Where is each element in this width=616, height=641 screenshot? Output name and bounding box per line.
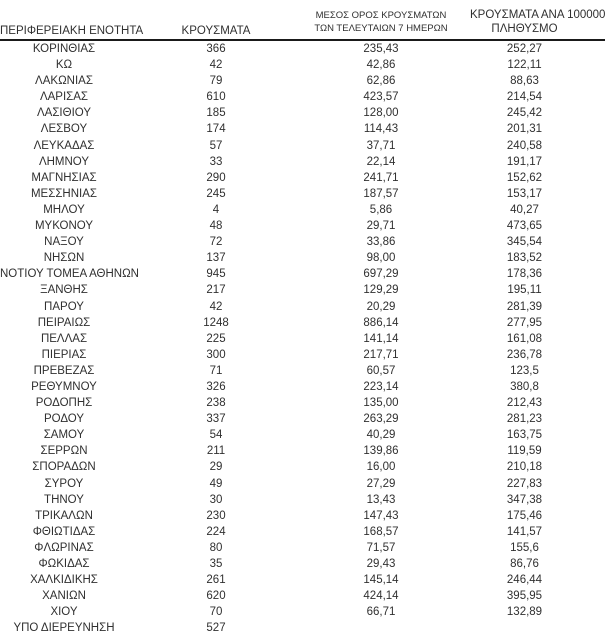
cell-cases: 211 [206, 445, 226, 458]
cell-per-100k: 281,39 [506, 300, 543, 313]
cell-regional-unit: ΠΕΛΛΑΣ [40, 332, 88, 345]
cell-per-100k: 380,8 [510, 380, 539, 393]
cell-cases: 527 [206, 622, 226, 635]
cell-avg-7day: 145,14 [363, 574, 399, 587]
cell-avg-7day: 423,57 [363, 91, 399, 104]
table-row [0, 202, 605, 218]
cell-per-100k: 246,44 [506, 574, 543, 587]
cell-cases: 261 [206, 574, 226, 587]
table-row [0, 411, 605, 427]
cell-avg-7day: 263,29 [363, 413, 399, 426]
cell-regional-unit: ΧΑΛΚΙΔΙΚΗΣ [30, 574, 98, 587]
cell-cases: 366 [206, 43, 226, 55]
cell-regional-unit: ΛΕΣΒΟΥ [40, 123, 88, 136]
cell-avg-7day: 217,71 [363, 348, 399, 361]
cell-avg-7day: 22,14 [366, 155, 396, 168]
cell-avg-7day: 886,14 [363, 316, 399, 329]
cell-avg-7day: 135,00 [363, 397, 399, 410]
column-header-per-100k-line2: ΠΛΗΘΥΣΜΟ [491, 23, 558, 35]
cell-avg-7day: 33,86 [366, 236, 396, 249]
cases-by-regional-unit-table [0, 3, 605, 636]
cell-cases: 35 [209, 558, 223, 570]
cell-regional-unit: ΡΕΘΥΜΝΟΥ [31, 380, 97, 393]
cell-per-100k: 132,89 [506, 606, 543, 619]
cell-regional-unit: ΡΟΔΟΥ [43, 413, 85, 426]
cell-per-100k: 86,76 [510, 558, 539, 570]
table-row [0, 492, 605, 508]
cell-per-100k: 227,83 [506, 477, 543, 490]
cell-per-100k: 178,36 [506, 268, 543, 281]
cell-cases: 1248 [203, 316, 229, 329]
cell-avg-7day: 697,29 [363, 268, 399, 281]
table-row [0, 170, 605, 186]
cell-regional-unit: ΝΑΞΟΥ [44, 236, 84, 249]
cell-per-100k: 252,27 [506, 43, 543, 55]
cell-per-100k: 245,42 [506, 107, 543, 120]
table-row [0, 508, 605, 524]
cell-cases: 48 [209, 220, 223, 233]
cell-avg-7day: 27,29 [366, 477, 396, 490]
cell-per-100k: 345,54 [506, 236, 543, 249]
cell-regional-unit: ΜΥΚΟΝΟΥ [34, 220, 94, 233]
cell-per-100k: 161,08 [506, 332, 543, 345]
header-row [0, 3, 605, 40]
table-row [0, 89, 605, 105]
cell-avg-7day [292, 620, 470, 636]
cell-avg-7day: 147,43 [363, 509, 399, 522]
table-row [0, 282, 605, 298]
table-row [0, 218, 605, 234]
cell-per-100k: 155,6 [510, 541, 539, 554]
cell-cases: 290 [206, 171, 226, 184]
table-body [0, 40, 605, 636]
cell-avg-7day: 60,57 [366, 364, 396, 377]
cell-regional-unit: ΛΑΡΙΣΑΣ [39, 91, 89, 104]
cell-cases: 137 [206, 252, 226, 265]
table-row [0, 540, 605, 556]
cell-avg-7day: 139,86 [363, 445, 399, 458]
cell-regional-unit: ΠΑΡΟΥ [44, 300, 84, 313]
cell-regional-unit: ΥΠΟ ΔΙΕΡΕΥΝΗΣΗ [13, 622, 115, 635]
column-header-cases: ΚΡΟΥΣΜΑΤΑ [140, 3, 292, 40]
table-row [0, 459, 605, 475]
cell-per-100k: 214,54 [506, 91, 543, 104]
cell-per-100k: 191,17 [506, 155, 543, 168]
cell-per-100k: 123,5 [510, 364, 539, 377]
table-row [0, 154, 605, 170]
cell-regional-unit: ΚΩ [55, 59, 73, 72]
column-header-avg-7day [292, 3, 470, 40]
cell-avg-7day: 42,86 [366, 59, 396, 72]
cell-regional-unit: ΧΑΝΙΩΝ [42, 590, 86, 603]
cell-per-100k: 277,95 [506, 316, 543, 329]
cell-per-100k: 153,17 [506, 187, 543, 200]
table-row [0, 121, 605, 137]
table-row [0, 620, 605, 636]
cell-cases: 71 [209, 364, 223, 377]
table-row [0, 347, 605, 363]
cell-cases: 185 [206, 107, 226, 120]
cell-per-100k: 88,63 [510, 75, 539, 88]
cell-cases: 174 [206, 123, 226, 136]
cell-cases: 57 [209, 139, 223, 152]
table-row [0, 266, 605, 282]
table-row [0, 186, 605, 202]
cell-avg-7day: 5,86 [369, 203, 393, 216]
cell-cases: 30 [209, 493, 223, 506]
cell-regional-unit: ΣΑΜΟΥ [43, 429, 85, 442]
column-header-per-100k-line1: ΚΡΟΥΣΜΑΤΑ ΑΝΑ 100000 [470, 9, 606, 21]
cell-cases: 72 [209, 236, 223, 249]
cell-cases: 79 [209, 75, 223, 88]
cell-regional-unit: ΦΩΚΙΔΑΣ [38, 558, 90, 570]
table-row [0, 443, 605, 459]
cell-cases: 33 [209, 155, 223, 168]
table-row [0, 315, 605, 331]
table-row [0, 395, 605, 411]
cell-cases: 49 [209, 477, 223, 490]
cell-regional-unit: ΜΕΣΣΗΝΙΑΣ [30, 187, 98, 200]
cell-avg-7day: 37,71 [366, 139, 396, 152]
cell-per-100k: 212,43 [506, 397, 543, 410]
cell-regional-unit: ΣΠΟΡΑΔΩΝ [32, 461, 96, 474]
cell-per-100k: 141,57 [506, 525, 543, 538]
cell-regional-unit: ΣΥΡΟΥ [44, 477, 84, 490]
table-row [0, 379, 605, 395]
table-row [0, 138, 605, 154]
cell-per-100k: 175,46 [506, 509, 543, 522]
cell-avg-7day: 223,14 [363, 380, 399, 393]
cell-cases: 80 [209, 541, 223, 554]
cell-regional-unit: ΜΑΓΝΗΣΙΑΣ [31, 171, 97, 184]
table-row [0, 427, 605, 443]
cell-cases: 300 [206, 348, 226, 361]
cell-avg-7day: 13,43 [366, 493, 396, 506]
cell-regional-unit: ΡΟΔΟΠΗΣ [35, 397, 93, 410]
cell-regional-unit: ΠΕΙΡΑΙΩΣ [37, 316, 91, 329]
cell-per-100k: 281,23 [506, 413, 543, 426]
cell-avg-7day: 29,43 [366, 558, 396, 570]
cell-cases: 230 [206, 509, 226, 522]
cell-regional-unit: ΣΕΡΡΩΝ [40, 445, 88, 458]
table-row [0, 556, 605, 572]
table-row [0, 250, 605, 266]
cell-per-100k: 395,95 [506, 590, 543, 603]
table-header [0, 3, 605, 40]
cell-per-100k: 473,65 [506, 220, 543, 233]
cell-avg-7day: 66,71 [366, 606, 396, 619]
table-row [0, 476, 605, 492]
cell-per-100k: 119,59 [507, 445, 542, 458]
cell-per-100k: 347,38 [506, 493, 543, 506]
cell-cases: 225 [206, 332, 226, 345]
cell-cases: 217 [206, 284, 226, 297]
cell-avg-7day: 241,71 [363, 171, 399, 184]
table-row [0, 331, 605, 347]
cell-cases: 224 [206, 525, 226, 538]
cell-avg-7day: 168,57 [363, 525, 399, 538]
cell-avg-7day: 16,00 [366, 461, 396, 474]
table-row [0, 524, 605, 540]
cell-per-100k: 195,11 [507, 284, 542, 297]
table-row [0, 57, 605, 73]
cell-regional-unit: ΧΙΟΥ [50, 606, 78, 619]
cell-per-100k: 240,58 [506, 139, 543, 152]
cell-per-100k: 163,75 [506, 429, 543, 442]
table-row [0, 105, 605, 121]
column-header-regional-unit: ΠΕΡΙΦΕΡΕΙΑΚΗ ΕΝΟΤΗΤΑ [0, 3, 140, 40]
cell-cases: 238 [206, 397, 226, 410]
cell-regional-unit: ΠΙΕΡΙΑΣ [41, 348, 87, 361]
cell-regional-unit: ΤΡΙΚΑΛΩΝ [35, 509, 93, 522]
cell-cases: 29 [209, 461, 223, 474]
cell-avg-7day: 424,14 [363, 590, 399, 603]
table-row [0, 588, 605, 604]
cell-regional-unit: ΛΑΚΩΝΙΑΣ [35, 75, 93, 88]
cell-avg-7day: 62,86 [366, 75, 396, 88]
column-header-avg-7day-line1: ΜΕΣΟΣ ΟΡΟΣ ΚΡΟΥΣΜΑΤΩΝ [315, 10, 447, 21]
cell-avg-7day: 128,00 [363, 107, 399, 120]
cell-per-100k [470, 620, 605, 636]
cell-regional-unit: ΤΗΝΟΥ [44, 493, 84, 506]
cell-avg-7day: 235,43 [363, 43, 399, 55]
cell-per-100k: 210,18 [506, 461, 543, 474]
cell-per-100k: 122,11 [507, 59, 542, 72]
cell-regional-unit: ΝΗΣΩΝ [43, 252, 85, 265]
table-row [0, 40, 605, 57]
cell-per-100k: 152,62 [506, 171, 543, 184]
cell-per-100k: 183,52 [506, 252, 543, 265]
cell-regional-unit: ΜΗΛΟΥ [43, 203, 85, 216]
cell-regional-unit: ΠΡΕΒΕΖΑΣ [33, 364, 95, 377]
table-row [0, 363, 605, 379]
cell-per-100k: 201,31 [506, 123, 543, 136]
cell-regional-unit: ΛΑΣΙΘΙΟΥ [36, 107, 92, 120]
cell-avg-7day: 20,29 [366, 300, 396, 313]
cell-per-100k: 40,27 [510, 203, 539, 216]
cell-regional-unit: ΛΕΥΚΑΔΑΣ [33, 139, 95, 152]
cell-regional-unit: ΝΟΤΙΟΥ ΤΟΜΕΑ ΑΘΗΝΩΝ [0, 268, 139, 281]
column-header-per-100k [470, 3, 605, 40]
cell-regional-unit: ΦΘΙΩΤΙΔΑΣ [32, 525, 96, 538]
cell-avg-7day: 29,71 [366, 220, 396, 233]
cell-cases: 945 [206, 268, 226, 281]
cell-cases: 326 [206, 380, 226, 393]
cell-avg-7day: 71,57 [366, 541, 396, 554]
cell-avg-7day: 98,00 [366, 252, 396, 265]
table-row [0, 604, 605, 620]
column-header-avg-7day-line2: ΤΩΝ ΤΕΛΕΥΤΑΙΩΝ 7 ΗΜΕΡΩΝ [314, 23, 448, 34]
cell-cases: 70 [209, 606, 223, 619]
table-row [0, 73, 605, 89]
cell-avg-7day: 141,14 [363, 332, 399, 345]
cell-cases: 245 [206, 187, 226, 200]
cell-cases: 337 [206, 413, 226, 426]
table-row [0, 299, 605, 315]
cell-cases: 610 [206, 91, 226, 104]
cell-regional-unit: ΦΛΩΡΙΝΑΣ [34, 541, 94, 554]
table-row [0, 234, 605, 250]
cell-cases: 54 [209, 429, 223, 442]
cell-avg-7day: 129,29 [363, 284, 399, 297]
cell-avg-7day: 114,43 [363, 123, 399, 136]
cell-regional-unit: ΛΗΜΝΟΥ [38, 155, 90, 168]
cell-regional-unit: ΚΟΡΙΝΘΙΑΣ [32, 43, 96, 55]
cell-regional-unit: ΞΑΝΘΗΣ [40, 284, 88, 297]
table-row [0, 572, 605, 588]
cell-avg-7day: 187,57 [363, 187, 399, 200]
cell-avg-7day: 40,29 [366, 429, 396, 442]
cell-cases: 42 [209, 59, 223, 72]
cell-cases: 4 [212, 203, 220, 216]
cell-cases: 620 [206, 590, 226, 603]
cell-cases: 42 [209, 300, 223, 313]
cell-per-100k: 236,78 [506, 348, 543, 361]
